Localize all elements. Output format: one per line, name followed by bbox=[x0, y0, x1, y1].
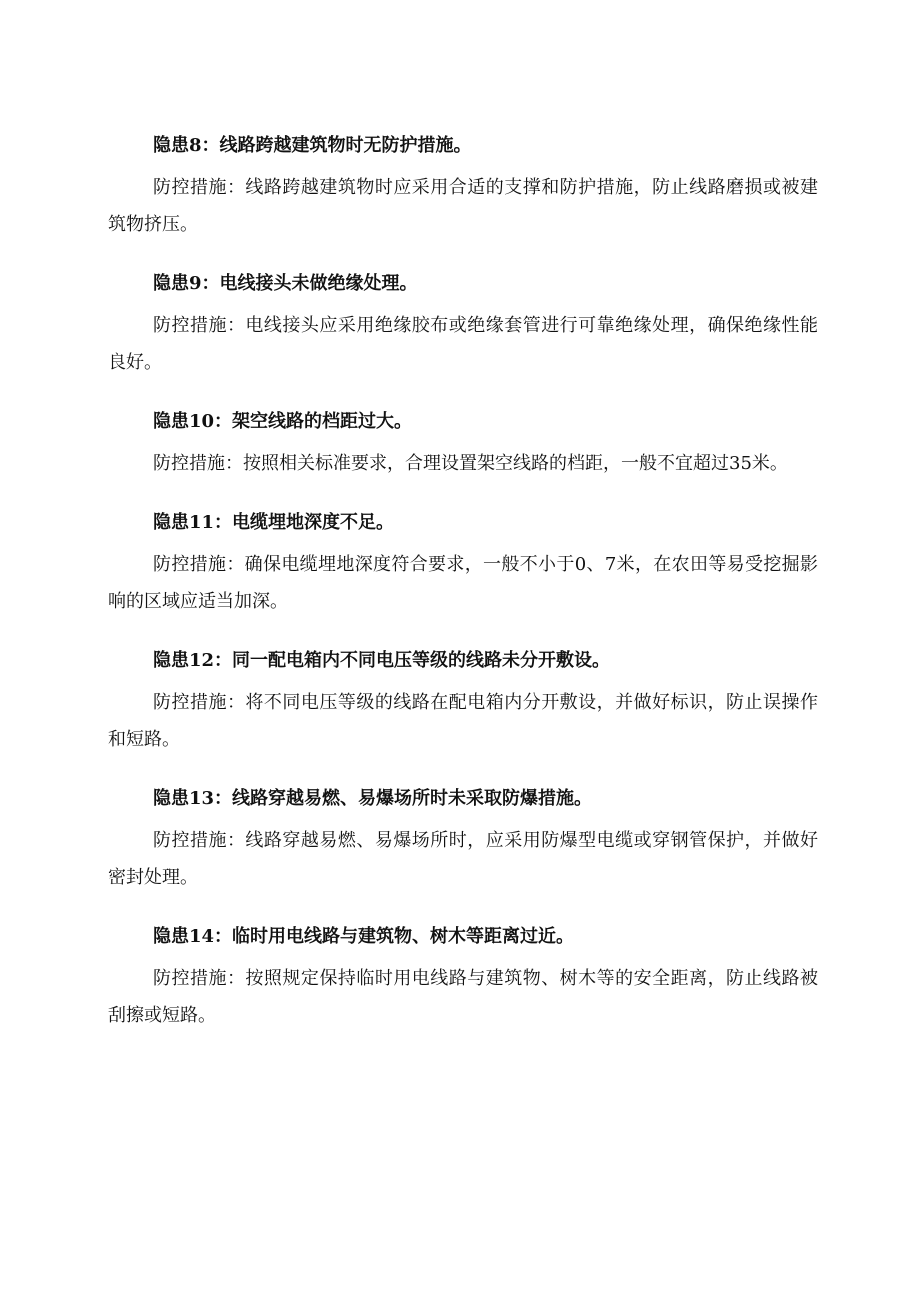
control-measure-paragraph: 防控措施：将不同电压等级的线路在配电箱内分开敷设，并做好标识，防止误操作和短路。 bbox=[108, 692, 818, 750]
control-measure-paragraph: 防控措施：确保电缆埋地深度符合要求，一般不小于0、7米，在农田等易受挖掘影响的区域应适当加深。 bbox=[108, 554, 818, 612]
control-measure-paragraph: 防控措施：线路跨越建筑物时应采用合适的支撑和防护措施，防止线路磨损或被建筑物挤压。 bbox=[108, 177, 818, 235]
hazard-heading: 隐患8：线路跨越建筑物时无防护措施。 bbox=[153, 135, 472, 156]
hazard-heading: 隐患13：线路穿越易燃、易爆场所时未采取防爆措施。 bbox=[153, 788, 593, 809]
document-body bbox=[108, 123, 818, 1052]
control-measure-paragraph: 防控措施：线路穿越易燃、易爆场所时，应采用防爆型电缆或穿钢管保护，并做好密封处理。 bbox=[108, 830, 818, 888]
hazard-heading: 隐患12：同一配电箱内不同电压等级的线路未分开敷设。 bbox=[153, 650, 611, 671]
control-measure-paragraph: 防控措施：电线接头应采用绝缘胶布或绝缘套管进行可靠绝缘处理，确保绝缘性能良好。 bbox=[108, 315, 818, 373]
control-measure-paragraph: 防控措施：按照规定保持临时用电线路与建筑物、树木等的安全距离，防止线路被刮擦或短路。 bbox=[108, 968, 818, 1026]
control-measure-paragraph: 防控措施：按照相关标准要求，合理设置架空线路的档距，一般不宜超过35米。 bbox=[153, 453, 788, 474]
hazard-heading: 隐患11：电缆埋地深度不足。 bbox=[153, 512, 395, 533]
hazard-heading: 隐患9：电线接头未做绝缘处理。 bbox=[153, 273, 418, 294]
hazard-heading: 隐患10：架空线路的档距过大。 bbox=[153, 411, 413, 432]
hazard-heading: 隐患14：临时用电线路与建筑物、树木等距离过近。 bbox=[153, 926, 575, 947]
